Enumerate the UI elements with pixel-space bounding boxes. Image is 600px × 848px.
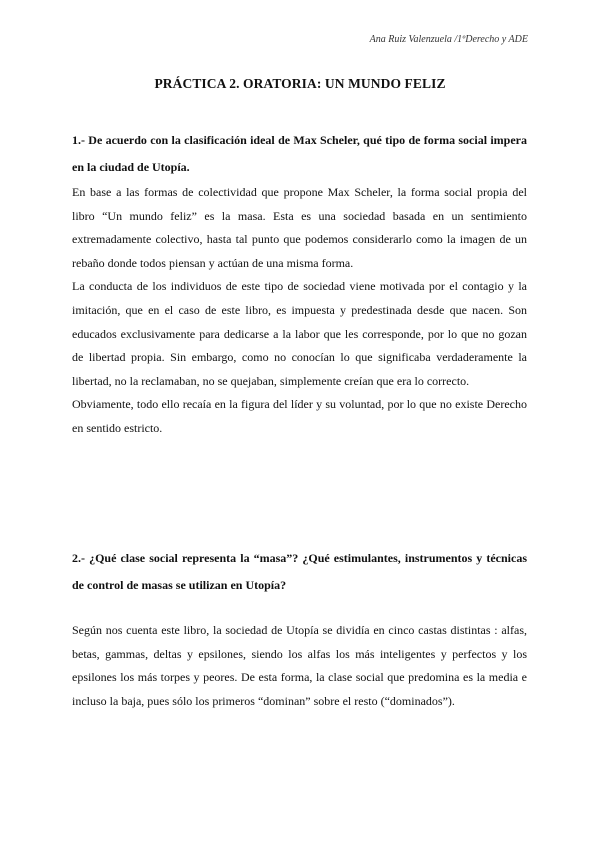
running-header: Ana Ruiz Valenzuela /1ºDerecho y ADE [369,34,528,45]
answer-2-paragraph-1: Según nos cuenta este libro, la sociedad de Utopía se dividía en cinco castas distintas : alfas, betas, gammas, deltas y epsilones, siendo los alfas los más inteligentes y perfectos y los epsilones los más torpes y peores. De esta forma, la clase social que predomina es la media e incluso la baja, pues sólo los primeros “dominan” sobre el resto (“dominados”). [72,623,527,708]
section-1 [72,127,527,441]
answer-1-paragraph-2: La conducta de los individuos de este tipo de sociedad viene motivada por el contagio y la imitación, que en el caso de este libro, es impuesta y predestinada desde que nacen. Son educados exclusivamente para dedicarse a la labor que les corresponde, por lo que no gozan de libertad propia. Sin embargo, como no conocían lo que significaba verdaderamente la libertad, no la reclamaban, no se quejaban, simplemente creían que era lo correcto. [72,279,527,388]
section-2 [72,545,527,713]
question-1: 1.- De acuerdo con la clasificación ideal de Max Scheler, qué tipo de forma social impera en la ciudad de Utopía. [72,133,527,174]
answer-1-paragraph-1: En base a las formas de colectividad que propone Max Scheler, la forma social propia del libro “Un mundo feliz” es la masa. Esta es una sociedad basada en un sentimiento extremadamente colectivo, hasta tal punto que podemos considerarlo como la imagen de un rebaño donde todos piensan y actúan de una misma forma. [72,185,527,270]
document-title: PRÁCTICA 2. ORATORIA: UN MUNDO FELIZ [154,76,446,91]
question-2: 2.- ¿Qué clase social representa la “masa”? ¿Qué estimulantes, instrumentos y técnicas de control de masas se utilizan en Utopía? [72,551,527,592]
answer-1-paragraph-3: Obviamente, todo ello recaía en la figura del líder y su voluntad, por lo que no existe Derecho en sentido estricto. [72,397,527,435]
